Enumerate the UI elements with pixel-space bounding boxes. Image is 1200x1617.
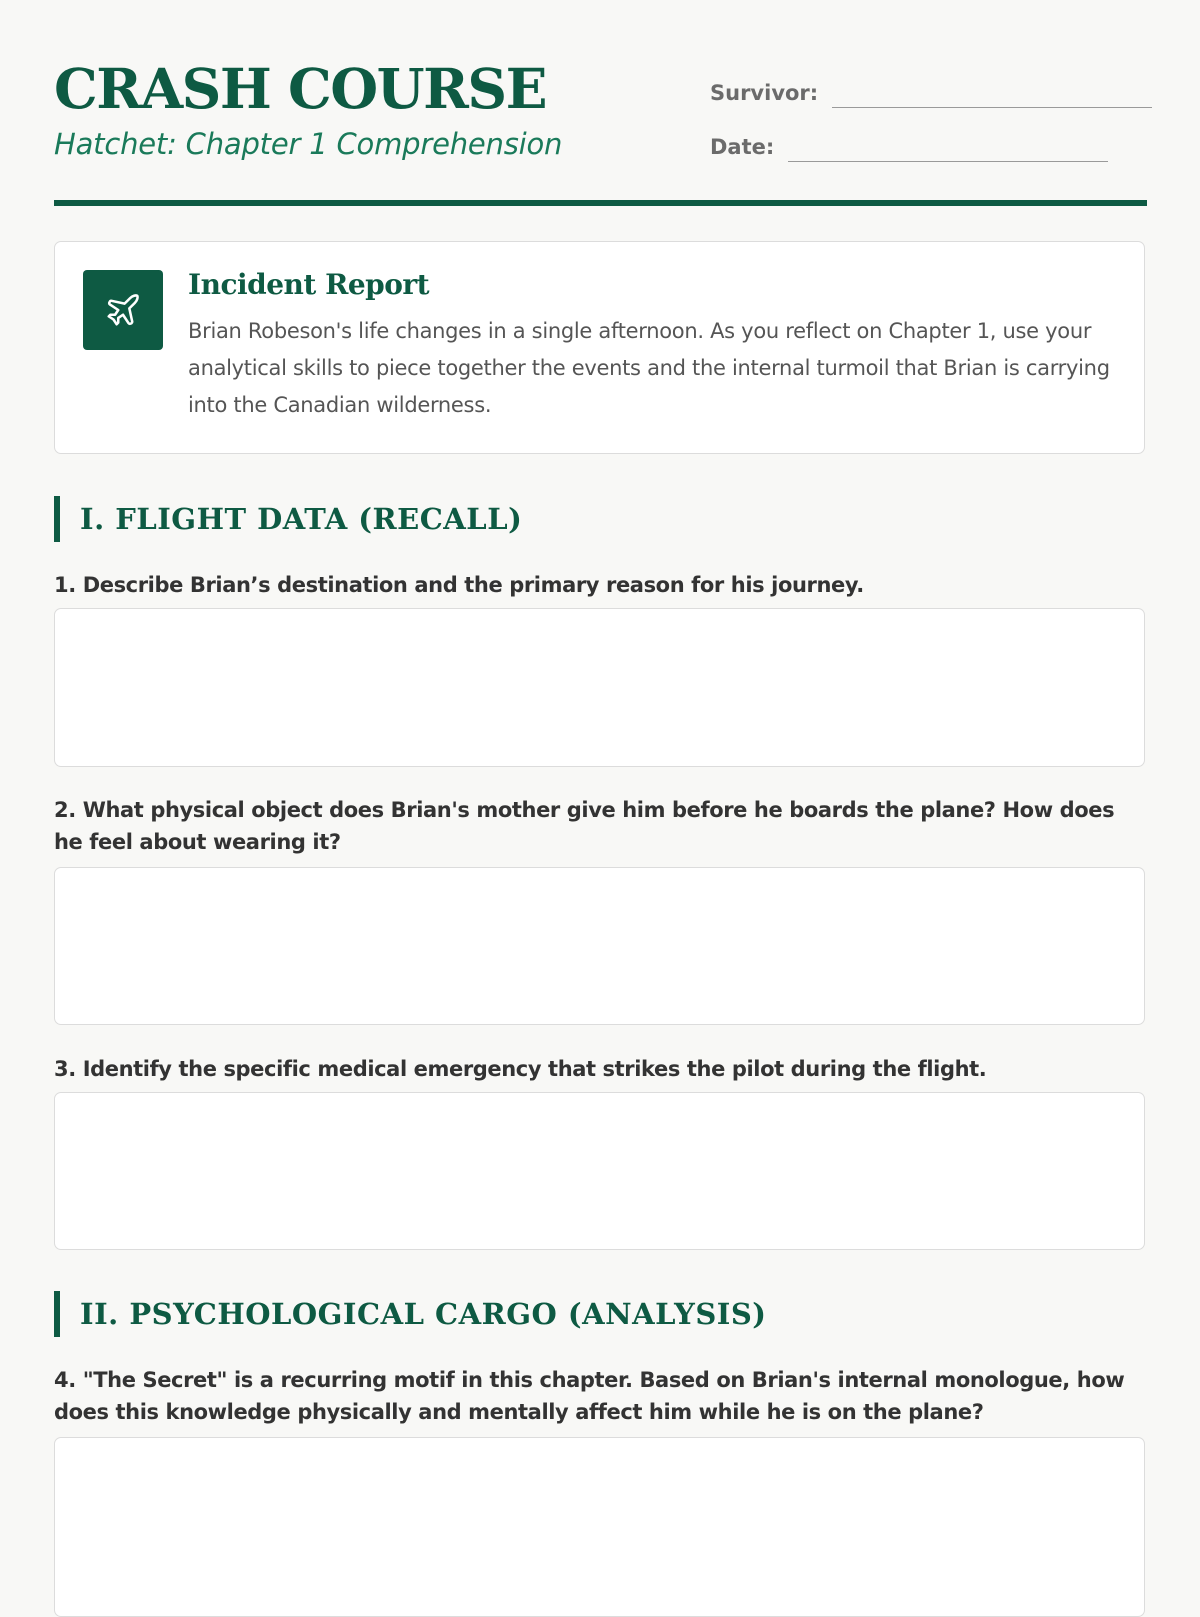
worksheet-header bbox=[54, 0, 1147, 207]
date-input[interactable] bbox=[788, 133, 1108, 162]
airplane-icon bbox=[83, 270, 163, 350]
page-title: CRASH COURSE bbox=[54, 56, 546, 121]
header-divider bbox=[54, 200, 1147, 206]
answer-box-3[interactable] bbox=[54, 1092, 1145, 1250]
survivor-input[interactable] bbox=[832, 79, 1152, 108]
section-accent-bar bbox=[54, 496, 60, 542]
section-accent-bar bbox=[54, 1291, 60, 1337]
section-title: II. PSYCHOLOGICAL CARGO (ANALYSIS) bbox=[80, 1297, 767, 1331]
section-heading-analysis bbox=[54, 1291, 767, 1337]
date-field bbox=[710, 132, 1108, 162]
question-4: 4. "The Secret" is a recurring motif in this chapter. Based on Brian's internal monologue, how does this knowledge physically and mentally affect him while he is on the plane? bbox=[54, 1368, 1125, 1424]
question-1: 1. Describe Brian’s destination and the primary reason for his journey. bbox=[54, 573, 864, 597]
question-2: 2. What physical object does Brian's mother give him before he boards the plane? How does he feel about wearing it? bbox=[54, 798, 1115, 854]
answer-box-2[interactable] bbox=[54, 867, 1145, 1025]
answer-box-4[interactable] bbox=[54, 1437, 1145, 1617]
worksheet-page bbox=[54, 0, 1147, 1424]
survivor-label: Survivor: bbox=[710, 81, 819, 105]
survivor-field bbox=[710, 78, 1152, 108]
answer-box-1[interactable] bbox=[54, 608, 1145, 767]
incident-report-title: Incident Report bbox=[188, 268, 430, 301]
page-subtitle: Hatchet: Chapter 1 Comprehension bbox=[54, 127, 563, 161]
question-3: 3. Identify the specific medical emergency that strikes the pilot during the flight. bbox=[54, 1057, 987, 1081]
incident-report-text: Brian Robeson's life changes in a single afternoon. As you reflect on Chapter 1, use your analytical skills to piece together the events and the internal turmoil that Brian is carrying into the Canadian wilderness. bbox=[188, 319, 1110, 417]
date-label: Date: bbox=[710, 135, 775, 159]
section-heading-recall bbox=[54, 496, 522, 542]
section-title: I. FLIGHT DATA (RECALL) bbox=[80, 502, 523, 536]
